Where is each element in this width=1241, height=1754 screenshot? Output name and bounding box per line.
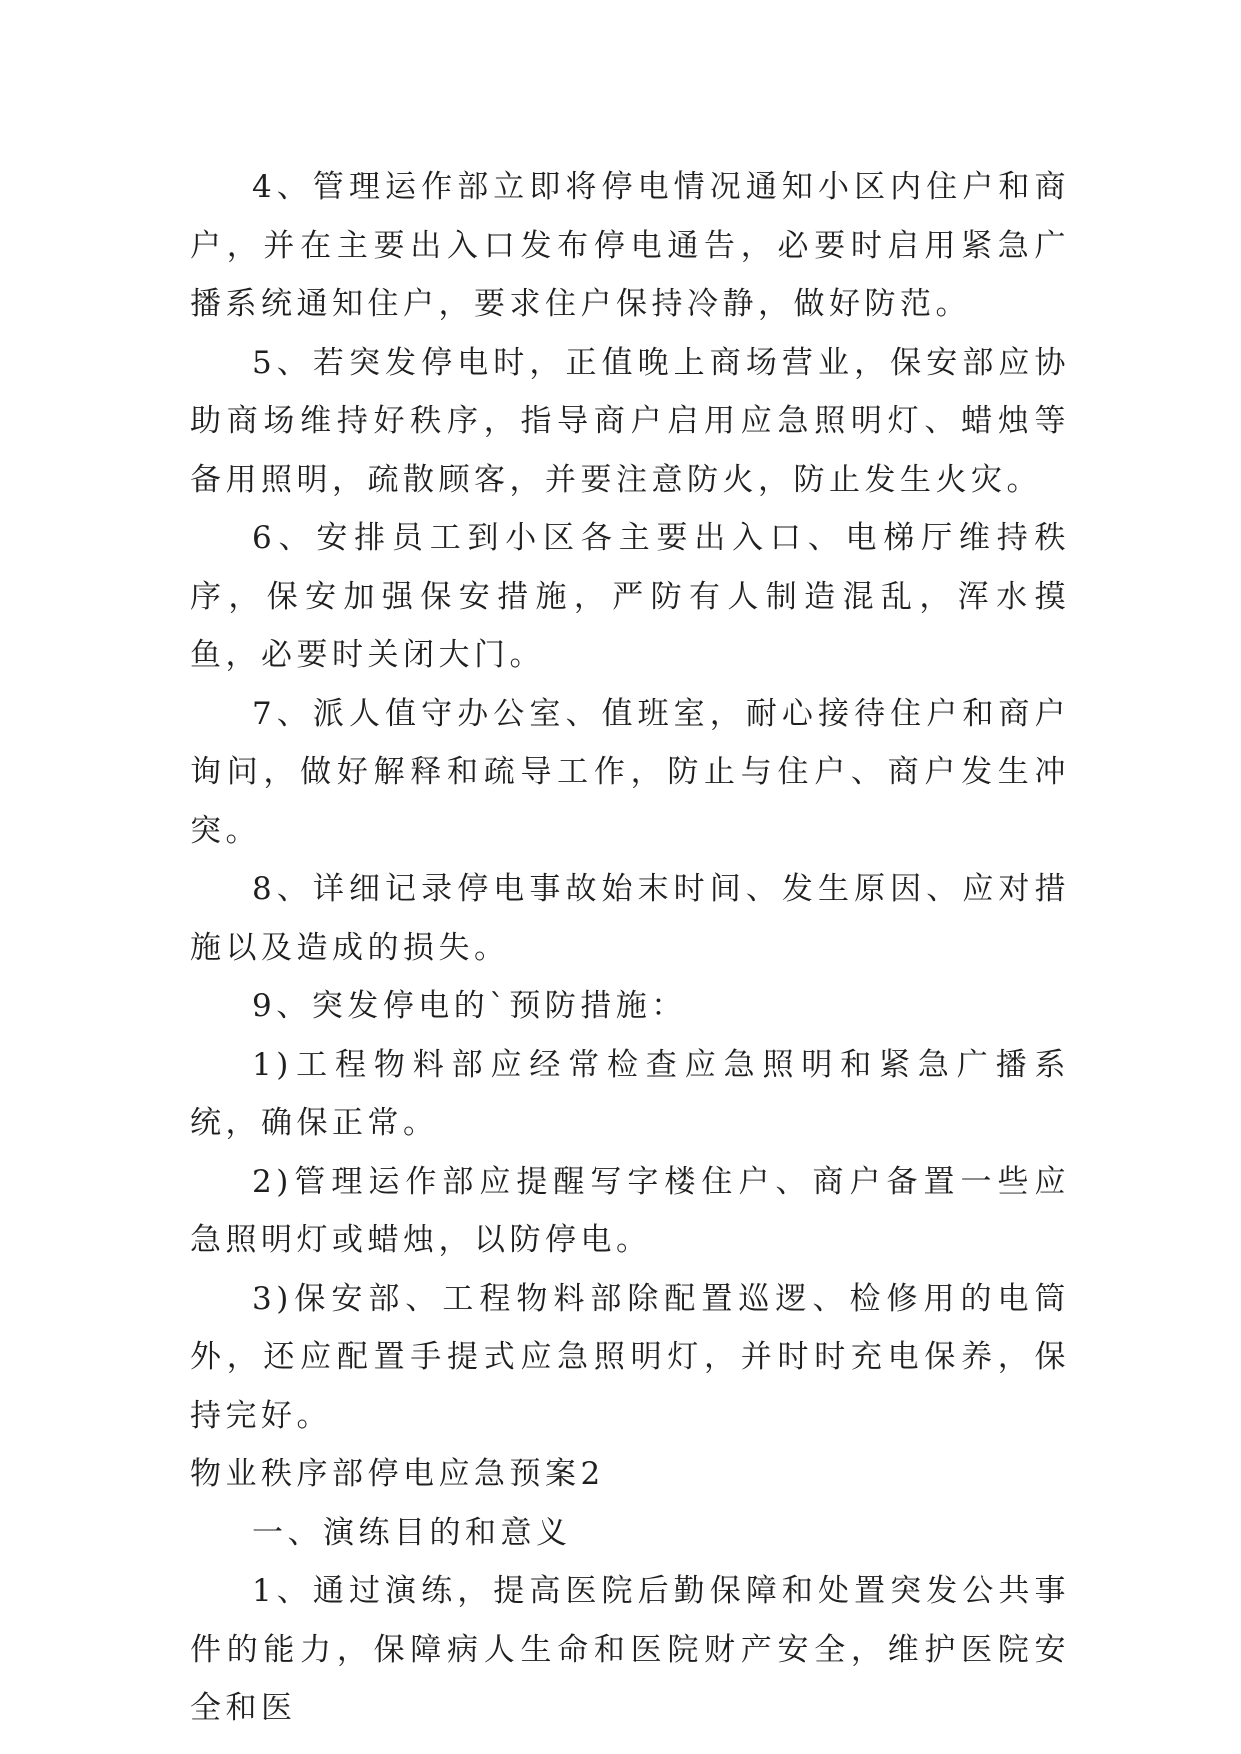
section-heading-1: 一、演练目的和意义 [252, 1514, 572, 1551]
document-page [190, 158, 1070, 1738]
paragraph-4: 4、管理运作部立即将停电情况通知小区内住户和商户，并在主要出入口发布停电通告，必要时启用紧急广播系统通知住户，要求住户保持冷静，做好防范。 [190, 169, 1070, 322]
paragraph-5: 5、若突发停电时，正值晚上商场营业，保安部应协助商场维持好秩序，指导商户启用应急照明灯、蜡烛等备用照明，疏散顾客，并要注意防火，防止发生火灾。 [190, 344, 1070, 498]
section-title: 物业秩序部停电应急预案2 [190, 1456, 605, 1492]
paragraph-6: 6、安排员工到小区各主要出入口、电梯厅维持秩序，保安加强保安措施，严防有人制造混乱，浑水摸鱼，必要时关闭大门。 [190, 520, 1070, 673]
paragraph-9: 9、突发停电的`预防措施： [252, 988, 687, 1024]
sub-item-2: 2)管理运作部应提醒写字楼住户、商户备置一些应急照明灯或蜡烛，以防停电。 [190, 1163, 1070, 1258]
paragraph-8: 8、详细记录停电事故始末时间、发生原因、应对措施以及造成的损失。 [190, 871, 1070, 966]
paragraph-drill-1: 1、通过演练，提高医院后勤保障和处置突发公共事件的能力，保障病人生命和医院财产安全，维护医院安全和医 [190, 1573, 1070, 1726]
paragraph-7: 7、派人值守办公室、值班室，耐心接待住户和商户询问，做好解释和疏导工作，防止与住户、商户发生冲突。 [190, 695, 1070, 849]
sub-item-1: 1)工程物料部应经常检查应急照明和紧急广播系统，确保正常。 [190, 1046, 1070, 1141]
sub-item-3: 3)保安部、工程物料部除配置巡逻、检修用的电筒外，还应配置手提式应急照明灯，并时时充电保养，保持完好。 [190, 1280, 1070, 1434]
